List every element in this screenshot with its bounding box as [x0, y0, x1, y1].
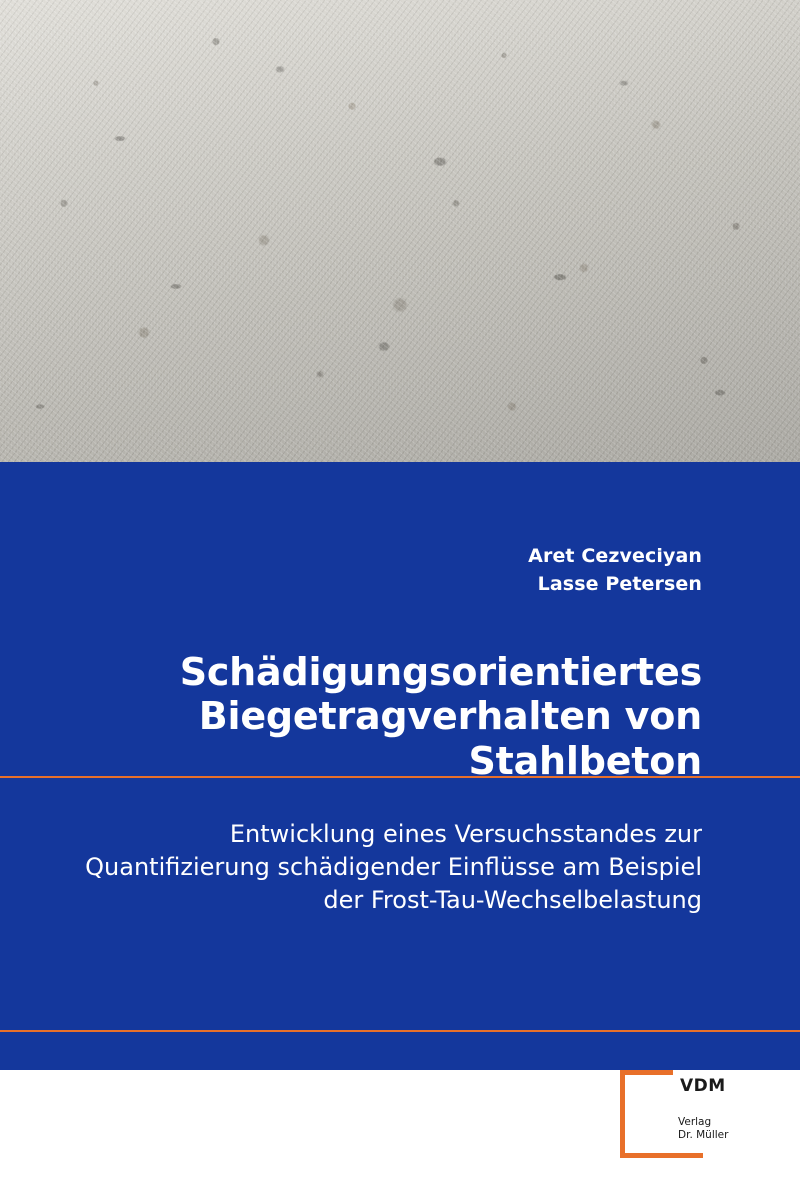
author-names [60, 543, 702, 598]
author-name-1: Aret Cezveciyan [528, 545, 702, 567]
book-title: Schädigungsorientiertes Biegetragverhalten von Stahlbeton [179, 650, 702, 783]
photo-shading-overlay [0, 0, 800, 462]
publisher-imprint-line2: Dr. Müller [678, 1129, 729, 1142]
divider-rule-bottom [0, 1030, 800, 1032]
cover-photo-concrete [0, 0, 800, 462]
author-name-2: Lasse Petersen [537, 572, 702, 595]
publisher-logo [620, 1070, 730, 1165]
book-subtitle: Entwicklung eines Versuchsstandes zur Quantifizierung schädigender Einflüsse am Beispiel der Frost-Tau-Wechselbelastung [85, 820, 702, 915]
publisher-imprint [678, 1116, 728, 1143]
publisher-name: VDM [680, 1076, 726, 1096]
logo-bracket-inner-shape [625, 1075, 673, 1123]
publisher-imprint-line1: Verlag [678, 1116, 712, 1128]
